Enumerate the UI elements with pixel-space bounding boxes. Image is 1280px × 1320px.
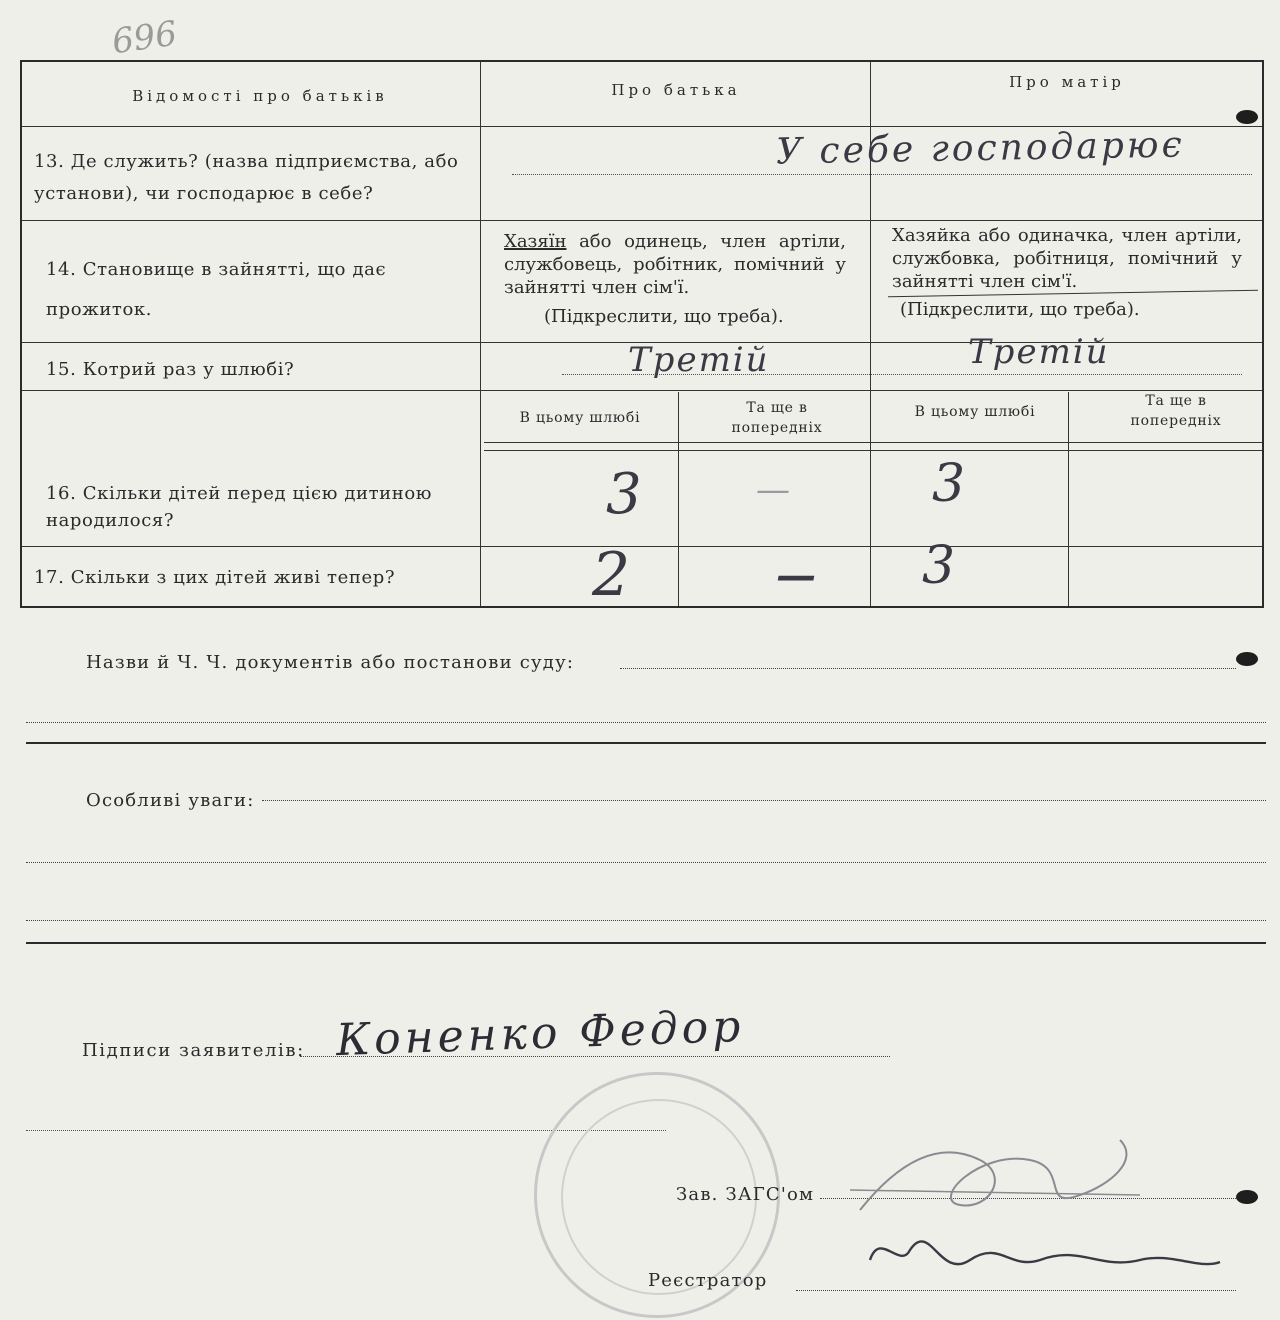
ink-blot [1236, 110, 1258, 124]
q17-mother-this: 3 [922, 536, 956, 596]
registrar-signature-stroke [870, 1241, 1220, 1264]
row16-rule [22, 546, 1262, 547]
header-mother: Про матір [1009, 73, 1125, 91]
q14-label: 14. Становище в зайнятті, що дає прожиток. [46, 259, 387, 320]
row15-rule [22, 390, 1262, 391]
official-signatures-drawing [840, 1100, 1260, 1310]
q14-mother-note: (Підкреслити, що треба). [900, 299, 1140, 320]
registrar-label: Реєстратор [648, 1270, 768, 1291]
q13-answer: У себе господарює [775, 124, 1186, 173]
head-signature-flourish [850, 1190, 1140, 1195]
q17-label: 17. Скільки з цих дітей живі тепер? [34, 567, 396, 588]
documents-field-line-1 [620, 668, 1236, 669]
page-number: 696 [109, 13, 180, 63]
subheader-rule-2 [484, 450, 1262, 451]
q17-father-this: 2 [592, 540, 631, 610]
q14-father-underlined: Хазяїн [504, 231, 567, 252]
q16-father-prev: — [756, 470, 790, 510]
subheader-father-this: В цьому шлюбі [519, 410, 641, 426]
subheader-rule [484, 442, 1262, 443]
row13-answer-line [512, 174, 1252, 175]
q13-label: 13. Де служить? (назва підприємства, або установи), чи господарює в себе? [34, 151, 459, 204]
row13-rule [22, 220, 1262, 221]
notes-field-line-3 [26, 920, 1266, 921]
notes-field-line-1 [262, 800, 1266, 801]
subcol-divider-mother [1068, 392, 1069, 606]
q14-father-note: (Підкреслити, що треба). [544, 306, 784, 327]
documents-field-line-2 [26, 722, 1266, 723]
notes-section-rule [26, 942, 1266, 944]
q15-label: 15. Котрий раз у шлюбі? [46, 359, 295, 380]
subheader-mother-this: В цьому шлюбі [914, 404, 1036, 420]
q14-mother-options: Хазяйка або одиначка, член артіли, службовка, робітниця, помічний у зайнятті член сім'ї. [892, 225, 1242, 292]
subcol-divider-father [678, 392, 679, 606]
ink-blot [1236, 652, 1258, 666]
documents-section-rule [26, 742, 1266, 744]
header-father: Про батька [611, 81, 741, 99]
applicant-signature: Коненко Федор [335, 1000, 746, 1067]
q15-father-answer: Третій [628, 340, 770, 380]
documents-label: Назви й Ч. Ч. документів або постанови суду: [86, 652, 575, 673]
subheader-mother-previous: Та ще в попередніх [1130, 393, 1222, 429]
header-parents-info: Відомості про батьків [132, 87, 388, 105]
notes-field-line-2 [26, 862, 1266, 863]
col-divider-1 [480, 62, 481, 606]
q17-father-prev: — [776, 552, 816, 599]
q15-mother-answer: Третій [968, 332, 1110, 372]
ink-blot [1236, 1190, 1258, 1204]
subheader-father-previous: Та ще в попередніх [731, 400, 823, 436]
q14-father-options [504, 230, 846, 299]
q14-father-rest: або одинець, член артіли, службовець, робітник, помічний у зайнятті член сім'ї. [504, 231, 846, 298]
notes-label: Особливі уваги: [86, 790, 255, 811]
q16-father-this: 3 [606, 462, 642, 527]
head-signature-stroke [860, 1140, 1126, 1210]
q16-label: 16. Скільки дітей перед цією дитиною народилося? [46, 483, 433, 531]
head-of-registry-label: Зав. ЗАГС'ом [676, 1184, 815, 1205]
q16-mother-this: 3 [932, 454, 966, 514]
signatures-label: Підписи заявителів: [82, 1040, 305, 1061]
